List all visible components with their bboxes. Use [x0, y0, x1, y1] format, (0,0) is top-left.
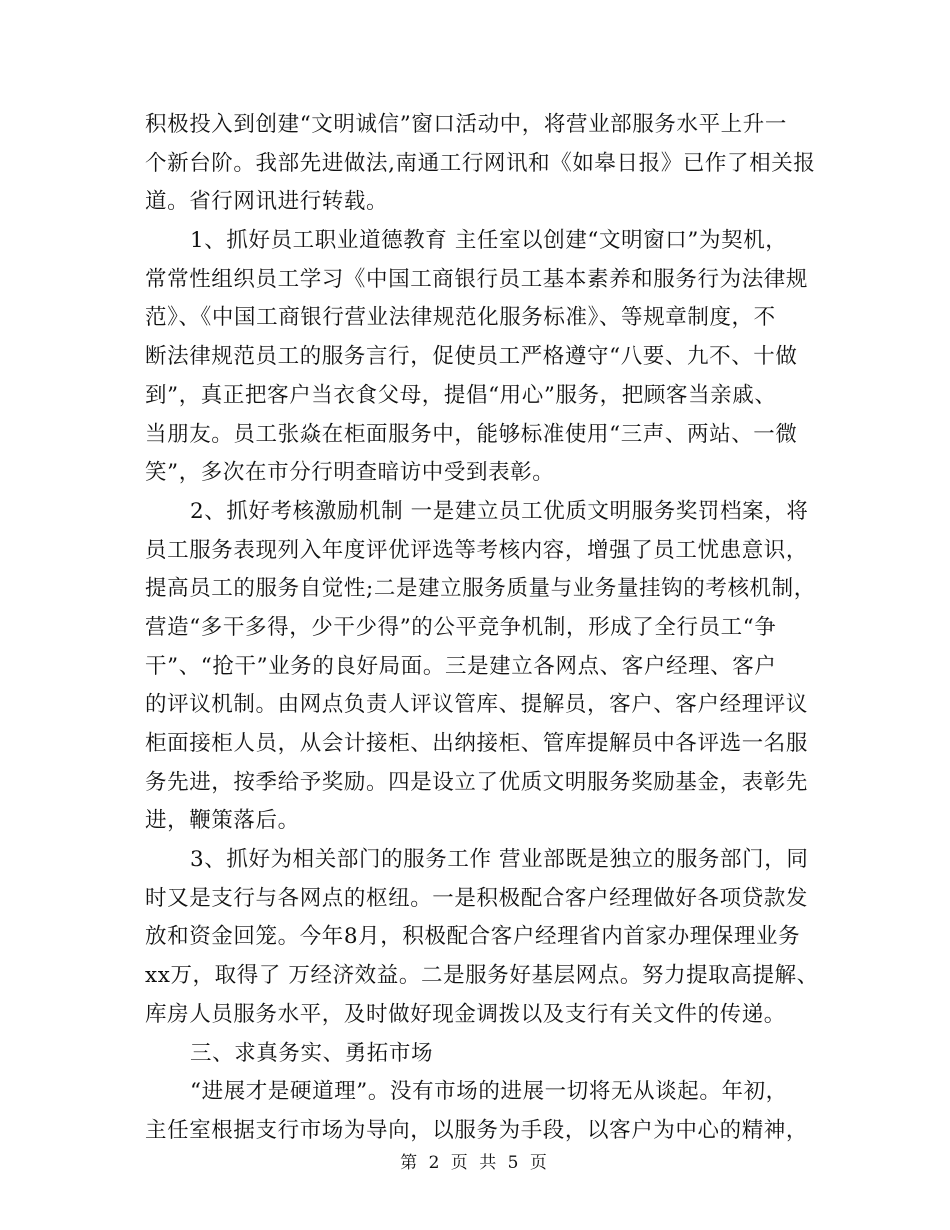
text-line: 员工服务表现列入年度评优评选等考核内容，增强了员工忧患意识，: [145, 537, 809, 563]
text-line: 库房人员服务水平，及时做好现金调拨以及支行有关文件的传递。: [145, 1001, 786, 1027]
text-line: 积极投入到创建“文明诚信”窗口活动中，将营业部服务水平上升一: [145, 112, 787, 137]
text-line: xx万，取得了 万经济效益。二是服务好基层网点。努力提取高提解、: [145, 963, 819, 989]
text-line: 务先进，按季给予奖励。四是设立了优质文明服务奖励基金，表彰先: [145, 769, 809, 795]
document-body: [145, 106, 819, 1151]
text-line: 柜面接柜人员，从会计接柜、出纳接柜、管库提解员中各评选一名服: [145, 731, 809, 756]
page-number-footer: 第 2 页 共 5 页: [400, 1153, 550, 1173]
text-line: 断法律规范员工的服务言行，促使员工严格遵守“八要、九不、十做: [145, 344, 798, 370]
text-line: 常常性组织员工学习《中国工商银行员工基本素养和服务行为法律规: [145, 266, 809, 292]
text-line: 提高员工的服务自觉性;二是建立服务质量与业务量挂钩的考核机制，: [145, 576, 816, 602]
text-line: 时又是支行与各网点的枢纽。一是积极配合客户经理做好各项贷款发: [145, 885, 809, 911]
text-line: 道。省行网讯进行转载。: [145, 189, 389, 215]
paragraph-start-line: 3、抓好为相关部门的服务工作 营业部既是独立的服务部门，同: [190, 847, 809, 873]
section-heading: 三、求真务实、勇拓市场: [190, 1040, 434, 1066]
text-line: 营造“多干多得，少干少得”的公平竞争机制，形成了全行员工“争: [145, 614, 777, 640]
text-line: 的评议机制。由网点负责人评议管库、提解员，客户、客户经理评议: [145, 692, 809, 718]
text-line: 笑”，多次在市分行明查暗访中受到表彰。: [145, 460, 555, 486]
text-line: 进，鞭策落后。: [145, 808, 300, 834]
paragraph-start-line: 2、抓好考核激励机制 一是建立员工优质文明服务奖罚档案，将: [190, 498, 809, 524]
text-line: 干”、“抢干”业务的良好局面。三是建立各网点、客户经理、客户: [145, 653, 777, 679]
paragraph-start-line: “进展才是硬道理”。没有市场的进展一切将无从谈起。年初，: [190, 1079, 788, 1105]
paragraph-start-line: 1、抓好员工职业道德教育 主任室以创建“文明窗口”为契机，: [190, 228, 788, 254]
text-line: 个新台阶。我部先进做法,南通工行网讯和《如皋日报》已作了相关报: [145, 150, 816, 176]
text-line: 放和资金回笼。今年8月，积极配合客户经理省内首家办理保理业务: [145, 924, 801, 950]
text-line: 主任室根据支行市场为导向，以服务为手段，以客户为中心的精神，: [145, 1117, 809, 1143]
text-line: 当朋友。员工张焱在柜面服务中，能够标准使用“三声、两站、一微: [145, 421, 798, 447]
text-line: 到”，真正把客户当衣食父母，提倡“用心”服务，把顾客当亲戚、: [145, 382, 777, 408]
text-line: 范》、《中国工商银行营业法律规范化服务标准》、等规章制度，不: [145, 305, 776, 331]
